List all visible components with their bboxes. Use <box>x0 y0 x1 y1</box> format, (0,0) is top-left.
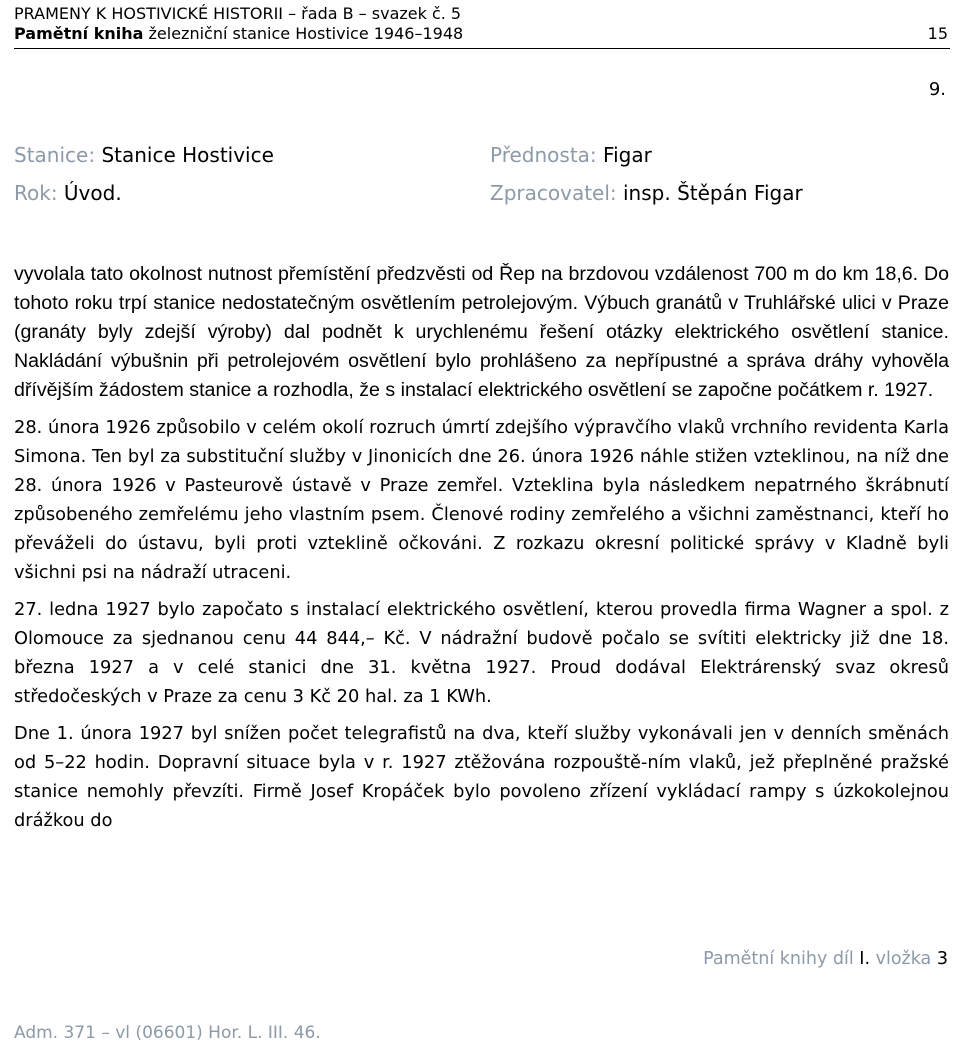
head-value: Figar <box>603 143 652 167</box>
author-label: Zpracovatel: <box>490 181 617 205</box>
book-title-bold: Pamětní kniha <box>14 24 144 43</box>
paragraph: 27. ledna 1927 bylo započato s instalací elektrického osvětlení, kterou provedla firma Wagner a spol. z Olomouce za sjednanou cenu 44 844,– Kč. V nádražní budově počalo se svítiti elektricky již dne 18. března 1927 a v celé stanici dne 31. května 1927. Proud dodával Elektrárenský svaz okresů středočeských v Praze za cenu 3 Kč 20 hal. za 1 KWh. <box>14 599 949 707</box>
station-value: Stanice Hostivice <box>101 143 274 167</box>
station-field <box>14 142 274 168</box>
volume-reference <box>703 947 948 971</box>
author-field <box>490 180 803 206</box>
year-field <box>14 180 122 206</box>
ref-prefix: Pamětní knihy díl <box>703 949 854 969</box>
author-value: insp. Štěpán Figar <box>623 181 803 205</box>
admin-code: Adm. 371 – vl (06601) Hor. L. III. 46. <box>14 1023 321 1043</box>
sheet-number: 9. <box>928 79 946 100</box>
paragraph: vyvolala tato okolnost nutnost přemístění předzvěsti od Řep na brzdovou vzdálenost 700 m do km 18,6. Do tohoto roku trpí stanice nedostatečným osvětlením petrolejovým. Výbuch granátů v Truhlářské ulici v Praze (granáty byly zdejší výroby) dal podnět k urychlenému řešení otázky elektrického osvětlení stanice. Nakládání výbušnin při petrolejovém osvětlení bylo prohlášeno za nepřípustné a správa dráhy vyhověla dřívějším žádostem stanice a rozhodla, že s instalací elektrického osvětlení se započne počátkem r. 1927. <box>14 263 949 401</box>
book-title <box>14 24 463 44</box>
ref-mid: vložka <box>875 949 932 969</box>
station-label: Stanice: <box>14 143 96 167</box>
ref-part: I. <box>859 949 871 969</box>
year-label: Rok: <box>14 181 58 205</box>
paragraph: Dne 1. února 1927 byl snížen počet telegrafistů na dva, kteří služby vykonávali jen v denních směnách od 5–22 hodin. Dopravní situace byla v r. 1927 ztěžována rozpouště-ním vlaků, jež přeplněné pražské stanice nemohly převzíti. Firmě Josef Kropáček bylo povoleno zřízení vykládací rampy s úzkokolejnou drážkou do <box>14 723 949 831</box>
year-value: Úvod. <box>63 181 122 205</box>
book-title-rest: železniční stanice Hostivice 1946–1948 <box>148 24 464 43</box>
paragraph: 28. února 1926 způsobilo v celém okolí rozruch úmrtí zdejšího výpravčího vlaků vrchního revidenta Karla Simona. Ten byl za substituční služby v Jinonicích dne 26. února 1926 náhle stižen vzteklinou, na níž dne 28. února 1926 v Pasteurově ústavě v Praze zemřel. Vzteklina byla následkem nepatrného škrábnutí způsobeného zemřelému jeho vlastním psem. Členové rodiny zemřelého a všichni zaměstnanci, kteří ho převáželi do ústavu, byli proti vzteklině očkováni. Z rozkazu okresní politické správy v Kladně byli všichni psi na nádraží utraceni. <box>14 417 949 583</box>
head-field <box>490 142 652 168</box>
series-header: PRAMENY K HOSTIVICKÉ HISTORII – řada B – svazek č. 5 <box>14 4 462 23</box>
ref-num: 3 <box>936 949 948 969</box>
header-rule <box>14 48 950 49</box>
body-text <box>14 260 949 843</box>
head-label: Přednosta: <box>490 143 597 167</box>
page-number: 15 <box>927 24 948 43</box>
